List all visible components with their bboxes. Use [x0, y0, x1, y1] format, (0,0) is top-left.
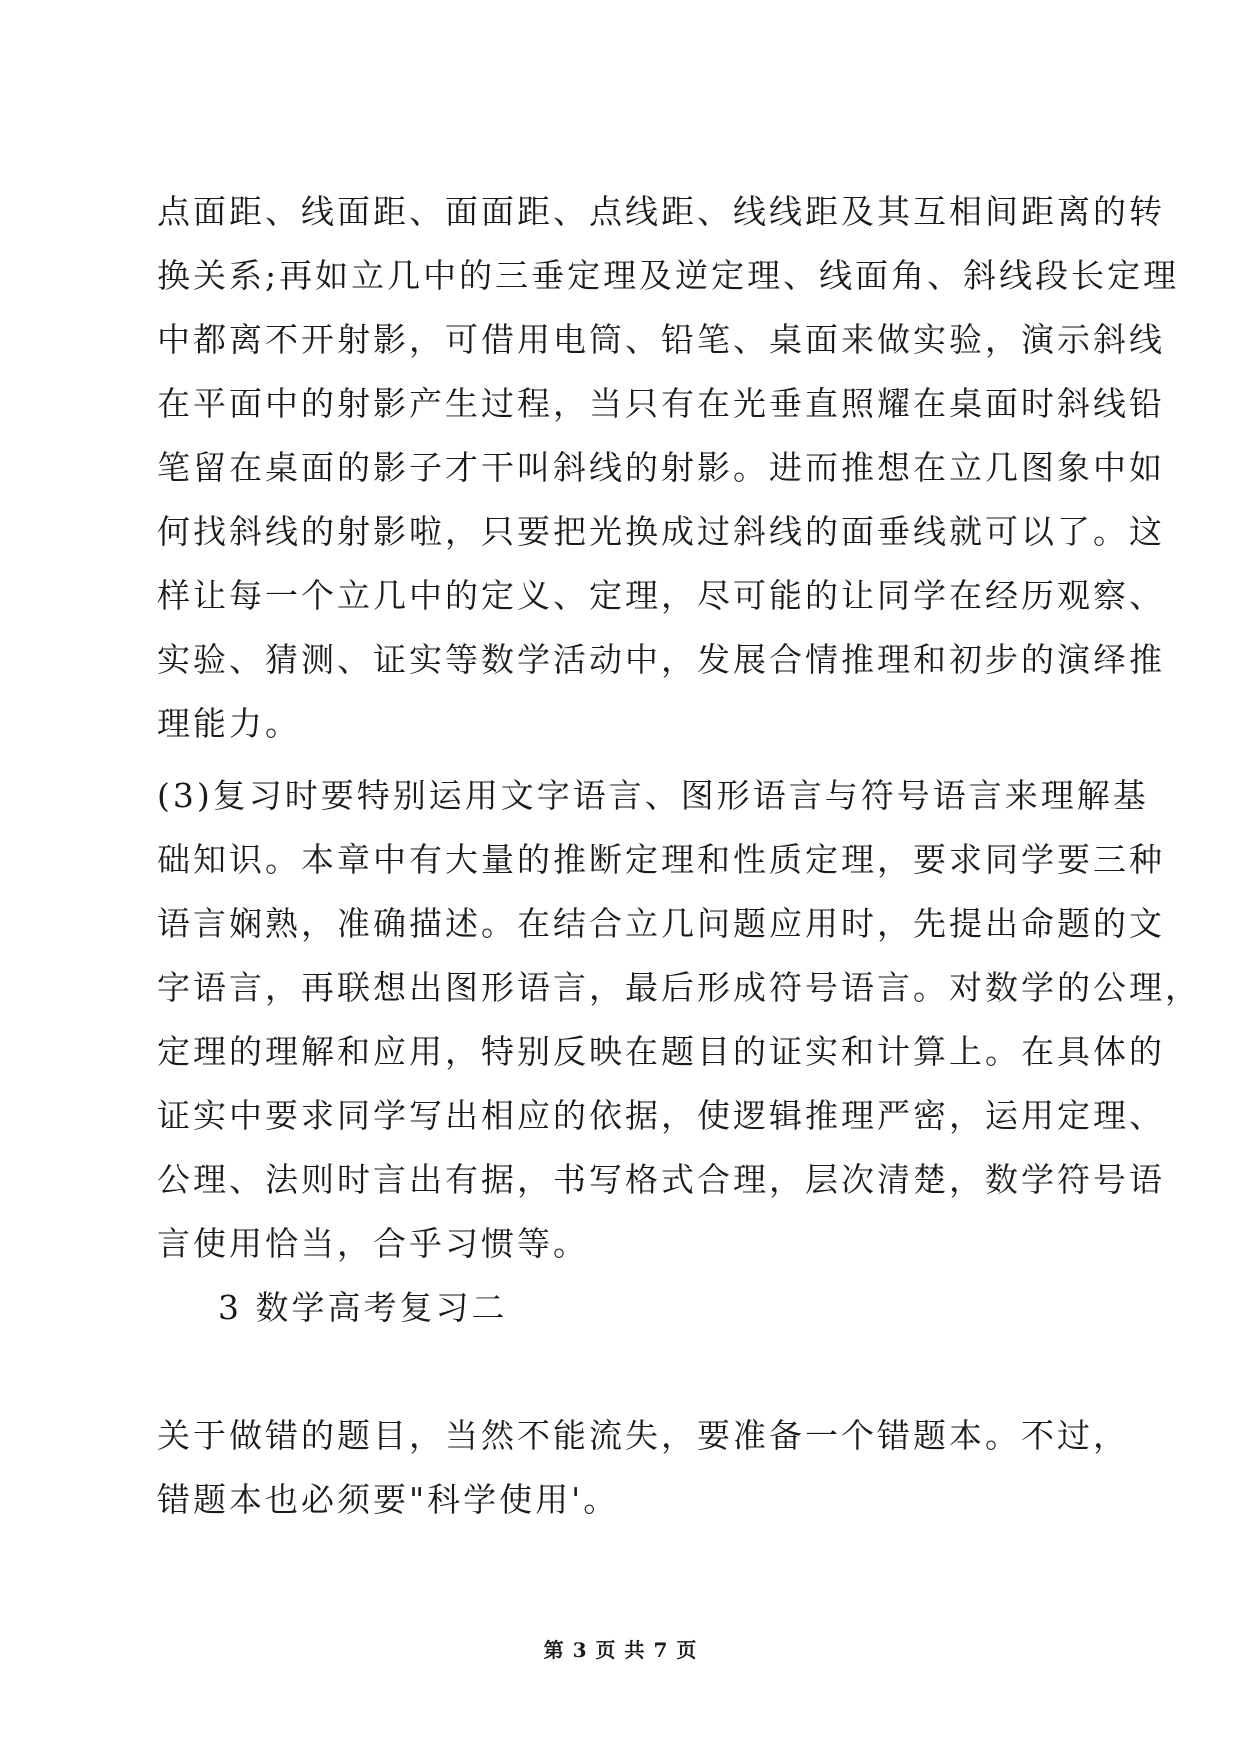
- paragraph-line: 错题本也必须要"科学使用'。: [157, 1480, 620, 1519]
- paragraph-line: 字语言，再联想出图形语言，最后形成符号语言。对数学的公理，: [157, 968, 1201, 1007]
- paragraph-line: 础知识。本章中有大量的推断定理和性质定理，要求同学要三种: [157, 840, 1165, 879]
- page-footer: 第 3 页 共 7 页: [543, 1638, 698, 1662]
- section-heading: 3 数学高考复习二: [218, 1288, 508, 1327]
- paragraph-line: 言使用恰当，合乎习惯等。: [157, 1224, 589, 1263]
- paragraph-line: 理能力。: [157, 704, 301, 743]
- paragraph-line: 实验、猜测、证实等数学活动中，发展合情推理和初步的演绎推: [157, 640, 1165, 679]
- paragraph-line: (3)复习时要特别运用文字语言、图形语言与符号语言来理解基: [157, 776, 1149, 815]
- paragraph-line: 语言娴熟，准确描述。在结合立几问题应用时，先提出命题的文: [157, 904, 1165, 943]
- paragraph-line: 笔留在桌面的影子才干叫斜线的射影。进而推想在立几图象中如: [157, 448, 1165, 487]
- paragraph-line: 在平面中的射影产生过程，当只有在光垂直照耀在桌面时斜线铅: [157, 384, 1165, 423]
- paragraph-line: 定理的理解和应用，特别反映在题目的证实和计算上。在具体的: [157, 1032, 1165, 1071]
- paragraph-line: 公理、法则时言出有据，书写格式合理，层次清楚，数学符号语: [157, 1160, 1165, 1199]
- paragraph-line: 中都离不开射影，可借用电筒、铅笔、桌面来做实验，演示斜线: [157, 320, 1165, 359]
- paragraph-line: 证实中要求同学写出相应的依据，使逻辑推理严密，运用定理、: [157, 1096, 1165, 1135]
- paragraph-line: 样让每一个立几中的定义、定理，尽可能的让同学在经历观察、: [157, 576, 1165, 615]
- paragraph-line: 换关系;再如立几中的三垂定理及逆定理、线面角、斜线段长定理: [157, 256, 1180, 295]
- paragraph-line: 点面距、线面距、面面距、点线距、线线距及其互相间距离的转: [157, 192, 1165, 231]
- paragraph-line: 关于做错的题目，当然不能流失，要准备一个错题本。不过，: [157, 1416, 1129, 1455]
- paragraph-line: 何找斜线的射影啦，只要把光换成过斜线的面垂线就可以了。这: [157, 512, 1165, 551]
